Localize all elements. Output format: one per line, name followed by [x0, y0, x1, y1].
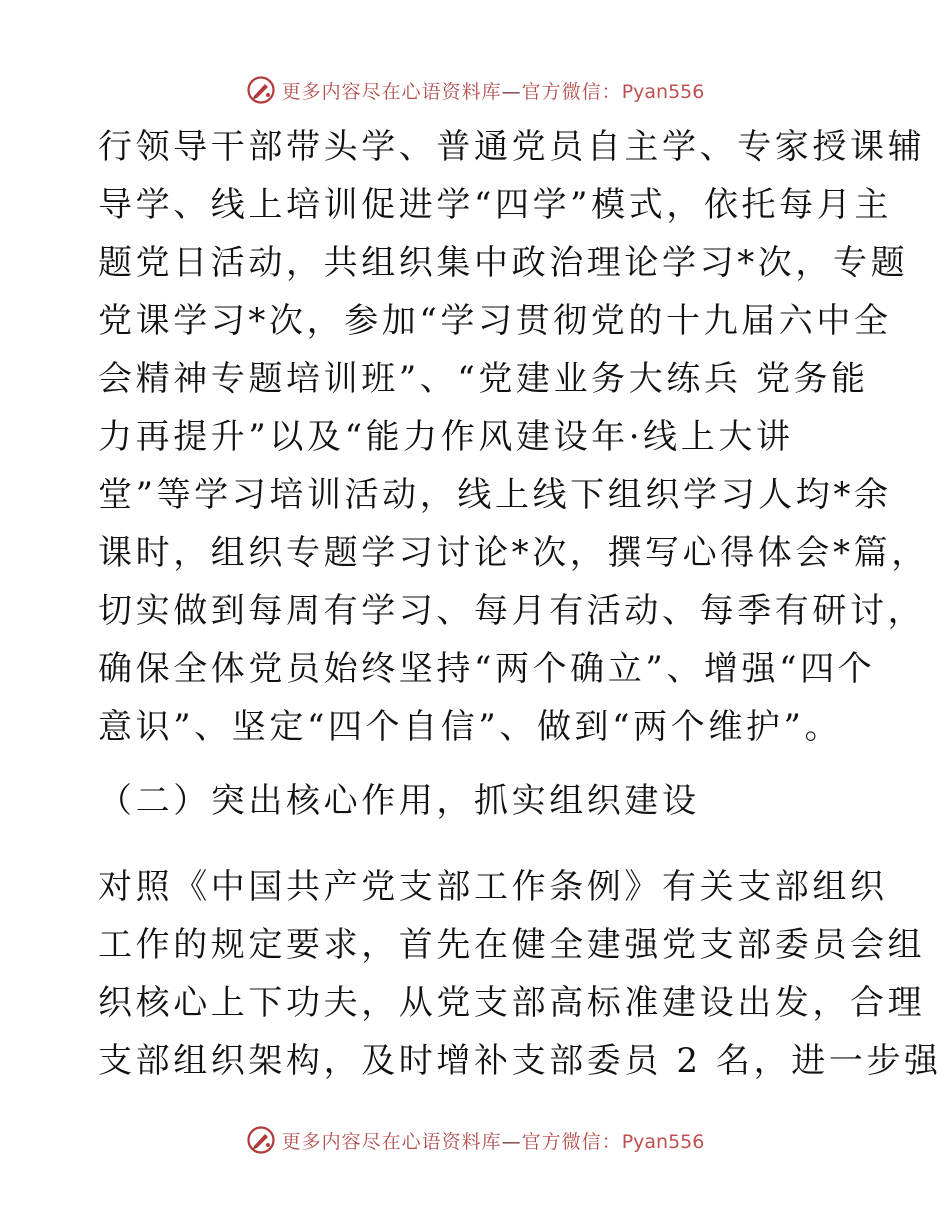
header-banner [0, 70, 950, 110]
footer-banner-suffix: 官方微信： [521, 1130, 622, 1153]
pen-circle-logo-icon [246, 75, 276, 105]
header-banner-separator: — [501, 80, 522, 103]
footer-banner-wechat-id: Pyan556 [621, 1130, 705, 1153]
paragraph-line: 导学、线上培训促进学“四学”模式，依托每月主 [98, 185, 892, 225]
paragraph-line: 支部组织架构，及时增补支部委员 2 名，进一步强 [98, 1041, 942, 1081]
paragraph-line: 会精神专题培训班”、“党建业务大练兵 党务能 [98, 359, 869, 399]
header-banner-main: 更多内容尽在心语资料库 [281, 80, 502, 103]
paragraph-line: 党课学习*次，参加“学习贯彻党的十九届六中全 [98, 301, 892, 341]
pen-circle-logo-icon [246, 1125, 276, 1155]
paragraph-line: 织核心上下功夫，从党支部高标准建设出发，合理 [98, 983, 926, 1023]
paragraph-line: 工作的规定要求，首先在健全建强党支部委员会组 [98, 925, 926, 965]
paragraph-line: 课时，组织专题学习讨论*次，撰写心得体会*篇， [98, 533, 929, 573]
footer-banner-text [282, 1127, 705, 1154]
footer-banner [0, 1120, 950, 1160]
paragraph-line: 堂”等学习培训活动，线上线下组织学习人均*余 [98, 475, 892, 515]
paragraph-line: 切实做到每周有学习、每月有活动、每季有研讨， [98, 591, 926, 631]
header-banner-suffix: 官方微信： [521, 80, 622, 103]
paragraph-line: 行领导干部带头学、普通党员自主学、专家授课辅 [98, 127, 926, 167]
paragraph-1 [98, 118, 929, 756]
paragraph-line: 意识”、坚定“四个自信”、做到“两个维护”。 [98, 707, 843, 747]
header-banner-text [282, 77, 705, 104]
paragraph-line: 力再提升”以及“能力作风建设年·线上大讲 [98, 417, 794, 457]
paragraph-2 [98, 858, 942, 1090]
paragraph-line: 确保全体党员始终坚持“两个确立”、增强“四个 [98, 649, 876, 689]
footer-banner-main: 更多内容尽在心语资料库 [281, 1130, 502, 1153]
section-heading-text: （二）突出核心作用，抓实组织建设 [98, 781, 700, 821]
paragraph-line: 对照《中国共产党支部工作条例》有关支部组织 [98, 867, 888, 907]
section-heading [98, 772, 858, 830]
header-banner-wechat-id: Pyan556 [621, 80, 705, 103]
footer-banner-separator: — [501, 1130, 522, 1153]
paragraph-line: 题党日活动，共组织集中政治理论学习*次，专题 [98, 243, 909, 283]
